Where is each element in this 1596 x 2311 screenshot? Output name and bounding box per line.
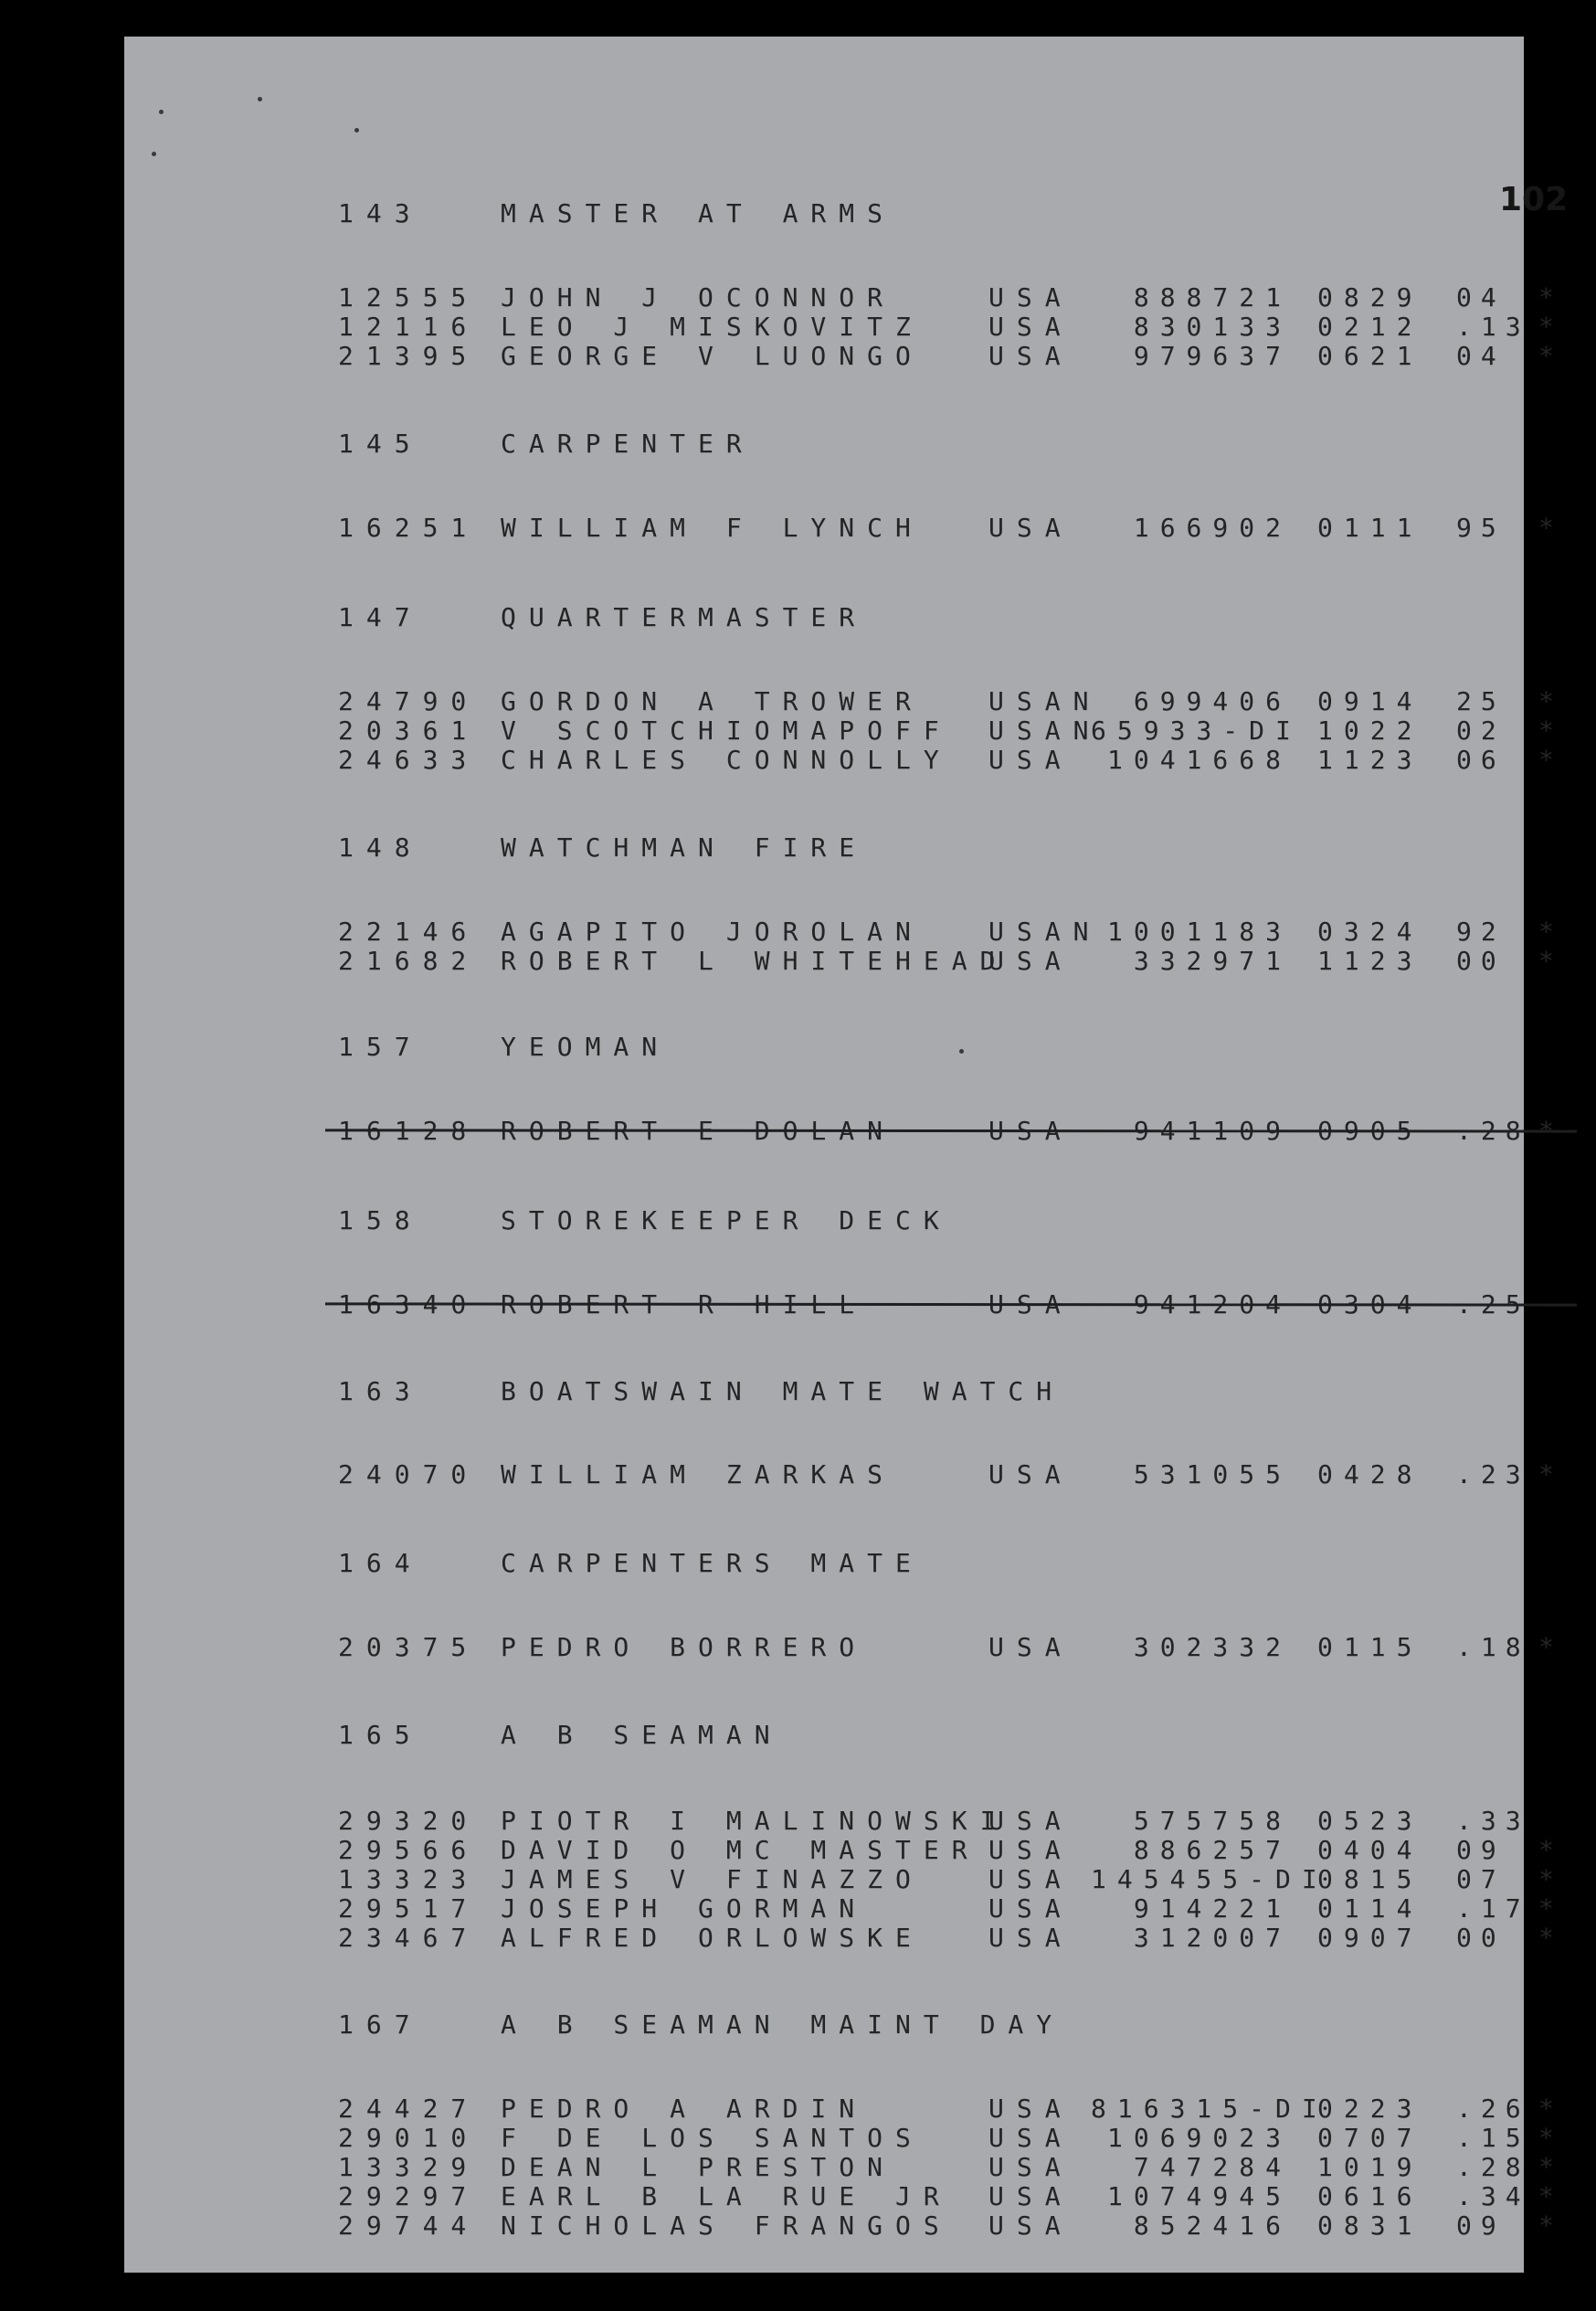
crew-number: 65933-DI	[1091, 716, 1302, 746]
crew-value: 00	[1456, 946, 1506, 976]
crew-id: 12555	[338, 282, 480, 313]
crew-code: 0523	[1317, 1806, 1423, 1836]
crew-name: ROBERT L WHITEHEAD	[501, 946, 1009, 976]
section-code: 145	[338, 429, 423, 459]
crew-code: 0324	[1317, 917, 1423, 947]
speck	[159, 110, 164, 114]
crew-id: 23467	[338, 1923, 480, 1953]
crew-number: 888721	[1133, 282, 1292, 313]
section-title: BOATSWAIN MATE WATCH	[501, 1376, 1065, 1406]
crew-mark: *	[1538, 716, 1554, 746]
section-title: A B SEAMAN MAINT DAY	[501, 2009, 1065, 2040]
crew-value: 09	[1456, 1835, 1506, 1865]
crew-code: 0223	[1317, 2094, 1423, 2124]
crew-value: .33	[1456, 1806, 1530, 1836]
section-title: QUARTERMASTER	[501, 602, 868, 632]
crew-name: DEAN L PRESTON	[501, 2152, 896, 2182]
crew-number: 332971	[1133, 946, 1292, 976]
crew-number: 852416	[1133, 2210, 1292, 2241]
crew-number: 979637	[1133, 341, 1292, 371]
crew-value: .18	[1456, 1632, 1530, 1662]
crew-nationality: USA	[988, 1116, 1073, 1146]
crew-nationality: USA	[988, 2181, 1073, 2211]
crew-nationality: USA	[988, 2094, 1073, 2124]
crew-mark: *	[1538, 917, 1554, 947]
crew-number: 941204	[1133, 1289, 1292, 1320]
crew-nationality: USA	[988, 745, 1073, 775]
crew-name: PIOTR I MALINOWSKI	[501, 1806, 1009, 1836]
crew-nationality: USA	[988, 1893, 1073, 1924]
section-title: CARPENTER	[501, 429, 755, 459]
crew-name: PEDRO A ARDIN	[501, 2094, 868, 2124]
crew-id: 29010	[338, 2123, 480, 2153]
crew-id: 24070	[338, 1459, 480, 1489]
crew-code: 1019	[1317, 2152, 1423, 2182]
crew-id: 29744	[338, 2210, 480, 2241]
crew-mark: *	[1538, 2094, 1554, 2124]
section-code: 158	[338, 1205, 423, 1235]
crew-number: 145455-DI	[1091, 1864, 1328, 1894]
crew-mark: *	[1538, 2181, 1554, 2211]
crew-name: AGAPITO JOROLAN	[501, 917, 924, 947]
section-code: 167	[338, 2009, 423, 2040]
crew-name: F DE LOS SANTOS	[501, 2123, 924, 2153]
crew-code: 0212	[1317, 312, 1423, 342]
crew-number: 941109	[1133, 1116, 1292, 1146]
crew-name: WILLIAM F LYNCH	[501, 513, 924, 543]
crew-mark: *	[1538, 282, 1554, 313]
crew-value: 09	[1456, 2210, 1506, 2241]
crew-value: .34	[1456, 2181, 1530, 2211]
crew-code: 0114	[1317, 1893, 1423, 1924]
crew-id: 22146	[338, 917, 480, 947]
crew-id: 29297	[338, 2181, 480, 2211]
crew-mark: *	[1538, 1893, 1554, 1924]
crew-value: .23	[1456, 1459, 1530, 1489]
crew-number: 1001183	[1106, 917, 1292, 947]
crew-number: 1041668	[1106, 745, 1292, 775]
crew-value: .17	[1456, 1893, 1530, 1924]
crew-mark: *	[1538, 2123, 1554, 2153]
section-code: 143	[338, 198, 423, 228]
crew-code: 0905	[1317, 1116, 1423, 1146]
crew-number: 575758	[1133, 1806, 1292, 1836]
crew-code: 0815	[1317, 1864, 1423, 1894]
crew-nationality: USA	[988, 312, 1073, 342]
crew-value: 04	[1456, 341, 1506, 371]
crew-name: PEDRO BORRERO	[501, 1632, 868, 1662]
crew-code: 0115	[1317, 1632, 1423, 1662]
crew-number: 699406	[1133, 686, 1292, 716]
section-code: 165	[338, 1720, 423, 1750]
crew-value: .26	[1456, 2094, 1530, 2124]
crew-value: 95	[1456, 513, 1506, 543]
crew-code: 1022	[1317, 716, 1423, 746]
crew-value: 04	[1456, 282, 1506, 313]
crew-value: 06	[1456, 745, 1506, 775]
crew-mark: *	[1538, 2152, 1554, 2182]
crew-mark: *	[1538, 1632, 1554, 1662]
crew-id: 13323	[338, 1864, 480, 1894]
section-code: 147	[338, 602, 423, 632]
page-number: 102	[1499, 181, 1569, 218]
crew-nationality: USA	[988, 2210, 1073, 2241]
section-code: 157	[338, 1032, 423, 1062]
section-code: 163	[338, 1376, 423, 1406]
section-code: 164	[338, 1548, 423, 1578]
section-title: WATCHMAN FIRE	[501, 832, 868, 863]
crew-nationality: USA	[988, 341, 1073, 371]
section-title: STOREKEEPER DECK	[501, 1205, 952, 1235]
speck	[959, 1049, 964, 1054]
crew-code: 0111	[1317, 513, 1423, 543]
crew-name: GORDON A TROWER	[501, 686, 924, 716]
crew-value: 07	[1456, 1864, 1506, 1894]
crew-number: 312007	[1133, 1923, 1292, 1953]
section-title: MASTER AT ARMS	[501, 198, 896, 228]
crew-name: JOHN J OCONNOR	[501, 282, 896, 313]
crew-number: 830133	[1133, 312, 1292, 342]
crew-name: DAVID O MC MASTER	[501, 1835, 980, 1865]
crew-code: 0304	[1317, 1289, 1423, 1320]
crew-id: 24790	[338, 686, 480, 716]
crew-id: 24633	[338, 745, 480, 775]
crew-id: 24427	[338, 2094, 480, 2124]
crew-nationality: USA	[988, 946, 1073, 976]
crew-value: 00	[1456, 1923, 1506, 1953]
crew-number: 302332	[1133, 1632, 1292, 1662]
crew-name: JAMES V FINAZZO	[501, 1864, 924, 1894]
crew-mark: *	[1538, 1864, 1554, 1894]
crew-number: 914221	[1133, 1893, 1292, 1924]
crew-name: CHARLES CONNOLLY	[501, 745, 952, 775]
crew-value: 92	[1456, 917, 1506, 947]
crew-name: ALFRED ORLOWSKE	[501, 1923, 924, 1953]
crew-id: 13329	[338, 2152, 480, 2182]
crew-id: 16251	[338, 513, 480, 543]
speck	[152, 152, 156, 156]
crew-code: 1123	[1317, 745, 1423, 775]
crew-nationality: USA	[988, 1806, 1073, 1836]
crew-id: 20375	[338, 1632, 480, 1662]
crew-mark: *	[1538, 1923, 1554, 1953]
crew-mark: *	[1538, 1459, 1554, 1489]
crew-nationality: USA	[988, 1632, 1073, 1662]
crew-code: 0914	[1317, 686, 1423, 716]
crew-nationality: USA	[988, 2123, 1073, 2153]
crew-name: ROBERT E DOLAN	[501, 1116, 896, 1146]
section-title: YEOMAN	[501, 1032, 671, 1062]
crew-nationality: USAN	[988, 686, 1102, 716]
crew-nationality: USAN	[988, 716, 1102, 746]
crew-mark: *	[1538, 2210, 1554, 2241]
crew-name: JOSEPH GORMAN	[501, 1893, 868, 1924]
crew-mark: *	[1538, 686, 1554, 716]
crew-number: 886257	[1133, 1835, 1292, 1865]
crew-number: 1074945	[1106, 2181, 1292, 2211]
speck	[258, 97, 262, 101]
section-title: CARPENTERS MATE	[501, 1548, 924, 1578]
section-title: A B SEAMAN	[501, 1720, 783, 1750]
crew-number: 531055	[1133, 1459, 1292, 1489]
crew-value: .15	[1456, 2123, 1530, 2153]
crew-nationality: USA	[988, 513, 1073, 543]
crew-nationality: USA	[988, 1459, 1073, 1489]
crew-value: .28	[1456, 1116, 1530, 1146]
crew-id: 29517	[338, 1893, 480, 1924]
crew-code: 0616	[1317, 2181, 1423, 2211]
crew-code: 0907	[1317, 1923, 1423, 1953]
crew-code: 0428	[1317, 1459, 1423, 1489]
crew-nationality: USA	[988, 282, 1073, 313]
crew-name: ROBERT R HILL	[501, 1289, 868, 1320]
crew-value: .28	[1456, 2152, 1530, 2182]
crew-id: 29566	[338, 1835, 480, 1865]
crew-code: 0831	[1317, 2210, 1423, 2241]
crew-value: 02	[1456, 716, 1506, 746]
crew-nationality: USAN	[988, 917, 1102, 947]
crew-number: 1069023	[1106, 2123, 1292, 2153]
crew-number: 747284	[1133, 2152, 1292, 2182]
crew-name: WILLIAM ZARKAS	[501, 1459, 896, 1489]
crew-code: 0621	[1317, 341, 1423, 371]
crew-nationality: USA	[988, 1835, 1073, 1865]
crew-id: 16128	[338, 1116, 480, 1146]
crew-nationality: USA	[988, 2152, 1073, 2182]
crew-nationality: USA	[988, 1289, 1073, 1320]
crew-mark: *	[1538, 946, 1554, 976]
section-code: 148	[338, 832, 423, 863]
crew-name: GEORGE V LUONGO	[501, 341, 924, 371]
crew-code: 1123	[1317, 946, 1423, 976]
crew-name: EARL B LA RUE JR	[501, 2181, 952, 2211]
crew-mark: *	[1538, 745, 1554, 775]
crew-number: 816315-DI	[1091, 2094, 1328, 2124]
crew-mark: *	[1538, 341, 1554, 371]
crew-id: 21682	[338, 946, 480, 976]
crew-name: LEO J MISKOVITZ	[501, 312, 924, 342]
crew-mark: *	[1538, 1116, 1554, 1146]
crew-id: 21395	[338, 341, 480, 371]
crew-id: 29320	[338, 1806, 480, 1836]
crew-value: .25	[1456, 1289, 1530, 1320]
crew-value: 25	[1456, 686, 1506, 716]
crew-nationality: USA	[988, 1923, 1073, 1953]
crew-code: 0707	[1317, 2123, 1423, 2153]
crew-mark: *	[1538, 513, 1554, 543]
crew-mark: *	[1538, 1835, 1554, 1865]
crew-name: V SCOTCHIOMAPOFF	[501, 716, 952, 746]
crew-number: 166902	[1133, 513, 1292, 543]
crew-code: 0829	[1317, 282, 1423, 313]
crew-id: 20361	[338, 716, 480, 746]
crew-nationality: USA	[988, 1864, 1073, 1894]
speck	[354, 128, 359, 133]
document-page	[124, 37, 1569, 2273]
crew-mark: *	[1538, 312, 1554, 342]
crew-name: NICHOLAS FRANGOS	[501, 2210, 952, 2241]
crew-id: 16340	[338, 1289, 480, 1320]
crew-code: 0404	[1317, 1835, 1423, 1865]
crew-id: 12116	[338, 312, 480, 342]
crew-value: .13	[1456, 312, 1530, 342]
